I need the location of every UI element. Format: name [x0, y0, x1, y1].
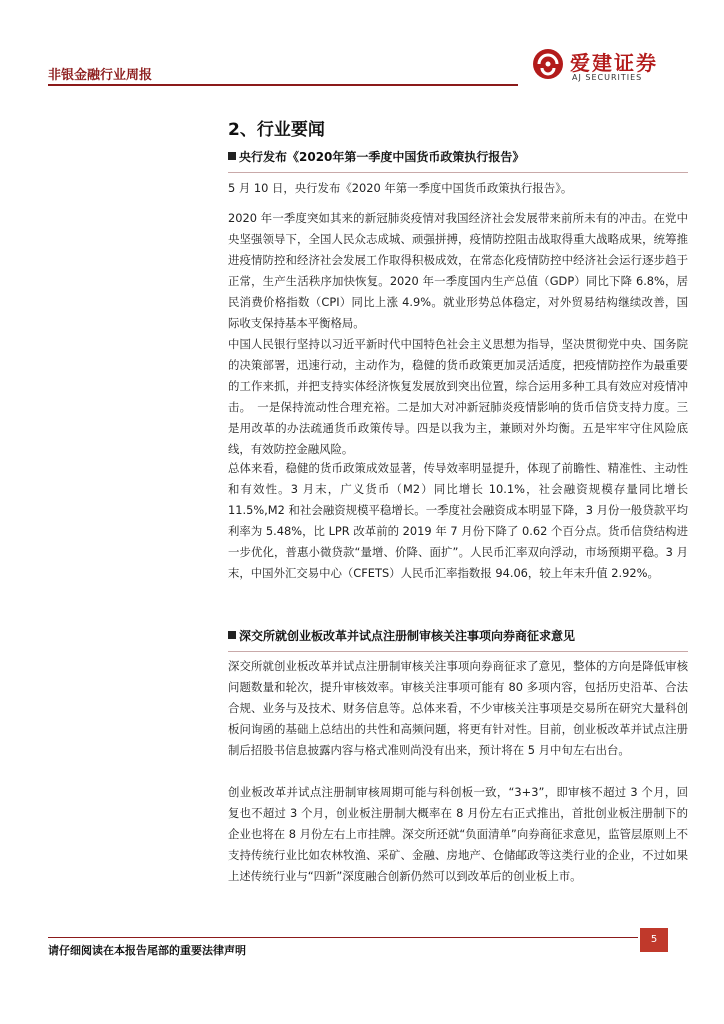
- company-logo: [532, 47, 682, 87]
- report-series-title: 非银金融行业周报: [48, 68, 153, 83]
- news-1-paragraph-2: 2020 年一季度突如其来的新冠肺炎疫情对我国经济社会发展带来前所未有的冲击。在党中央坚强领导下，全国人民众志成城、顽强拼搏，疫情防控阻击战取得重大战略成果，统筹推进疫情防控和经济社会发展工作取得积极成效，在常态化疫情防控中经济社会运行逐步趋于正常，生产生活秩序加快恢复。2020 年一季度国内生产总值（GDP）同比下降 6.8%，居民消费价格指数（CPI）同比上涨 4.9%。就业形势总体稳定，对外贸易结构继续改善，国际收支保持基本平衡格局。: [228, 211, 688, 330]
- news-heading-1: [228, 148, 688, 165]
- news-2-paragraph-2: 创业板改革并试点注册制审核周期可能与科创板一致，“3+3”，即审核不超过 3 个月，回复也不超过 3 个月，创业板注册制大概率在 8 月份左右正式推出，首批创业板注册制下的企业也将在 8 月份左右上市挂牌。深交所还就“负面清单”向券商征求意见，监管层原则上不支持传统行业比如农林牧渔、采矿、金融、房地产、仓储邮政等这类行业的企业，不过如果上述传统行业与“四新”深度融合创新仍然可以到改革后的创业板上市。: [228, 785, 688, 883]
- heading-underline: [228, 651, 688, 652]
- header-divider: [48, 84, 518, 86]
- news-1-paragraph-3: 中国人民银行坚持以习近平新时代中国特色社会主义思想为指导，坚决贯彻党中央、国务院的决策部署，迅速行动，主动作为，稳健的货币政策更加灵活适度，把疫情防控作为最重要的工作来抓，并把支持实体经济恢复发展放到突出位置，综合运用多种工具有效应对疫情冲击。 一是保持流动性合理充裕。二是加大对冲新冠肺炎疫情影响的货币信贷支持力度。三是用改革的办法疏通货币政策传导。四是以我为主，兼顾对外均衡。五是牢牢守住风险底线，有效防控金融风险。: [228, 337, 688, 456]
- heading-underline: [228, 172, 688, 173]
- news-heading-text: 央行发布《2020年第一季度中国货币政策执行报告》: [239, 150, 525, 164]
- logo-english-name: AJ SECURITIES: [572, 73, 643, 82]
- section-title: 2、行业要闻: [228, 120, 325, 140]
- logo-chinese-name: 爱建证券: [570, 51, 658, 75]
- bullet-square-icon: [228, 631, 236, 639]
- aj-logo-icon: [532, 48, 564, 80]
- news-heading-2: [228, 627, 688, 644]
- news-heading-text: 深交所就创业板改革并试点注册制审核关注事项向券商征求意见: [239, 629, 576, 643]
- news-1-paragraph-4: 总体来看，稳健的货币政策成效显著，传导效率明显提升，体现了前瞻性、精准性、主动性和有效性。3 月末，广义货币（M2）同比增长 10.1%，社会融资规模存量同比增长 11.5%,M2 和社会融资规模平稳增长。一季度社会融资成本明显下降，3 月份一般贷款平均利率为 5.48%，比 LPR 改革前的 2019 年 7 月份下降了 0.62 个百分点。货币信贷结构进一步优化，普惠小微贷款“量增、价降、面扩”。人民币汇率双向浮动，市场预期平稳。3 月末，中国外汇交易中心（CFETS）人民币汇率指数报 94.06，较上年末升值 2.92%。: [228, 461, 688, 580]
- news-2-paragraph-1: 深交所就创业板改革并试点注册制审核关注事项向券商征求了意见，整体的方向是降低审核问题数量和轮次，提升审核效率。审核关注事项可能有 80 多项内容，包括历史沿革、合法合规、业务与及技术、财务信息等。总体来看，不少审核关注事项是交易所在研究大量科创板问询函的基础上总结出的共性和高频问题，将更有针对性。目前，创业板改革并试点注册制后招股书信息披露内容与格式准则尚没有出来，预计将在 5 月中旬左右出台。: [228, 659, 688, 757]
- page-number: 5: [640, 928, 668, 952]
- legal-disclaimer: 请仔细阅读在本报告尾部的重要法律声明: [48, 944, 246, 957]
- news-1-paragraph-1: 5 月 10 日，央行发布《2020 年第一季度中国货币政策执行报告》。: [228, 181, 573, 195]
- bullet-square-icon: [228, 152, 236, 160]
- footer-divider: [48, 937, 638, 938]
